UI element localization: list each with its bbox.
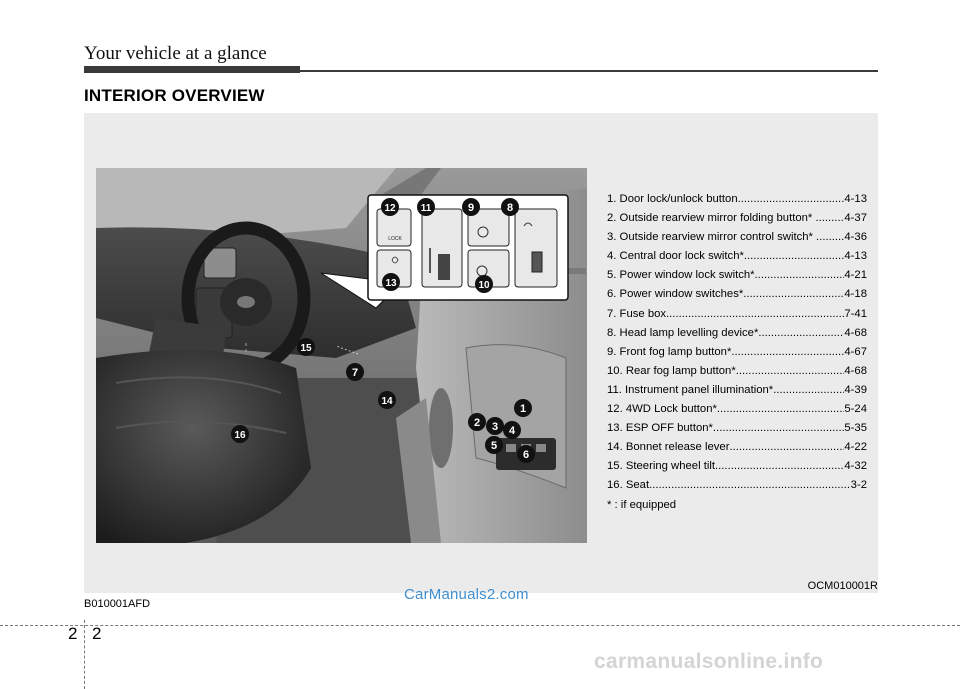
header-rule-thin xyxy=(300,70,878,72)
chapter-number: 2 xyxy=(68,624,78,643)
callout-number: 1 xyxy=(519,403,527,415)
legend-item: 14. Bonnet release lever ..... 4-22 xyxy=(607,438,867,457)
callout-badge-14 xyxy=(377,390,397,415)
callout-badge-5 xyxy=(484,435,504,460)
legend-item: 16. Seat ..... 3-2 xyxy=(607,476,867,495)
callout-number: 2 xyxy=(473,417,481,429)
callout-number: 14 xyxy=(381,396,393,407)
component-legend xyxy=(607,190,867,515)
legend-item: 11. Instrument panel illumination* ..... 4-39 xyxy=(607,381,867,400)
equipped-note: * : if equipped xyxy=(607,498,677,511)
callout-badge-4 xyxy=(502,420,522,445)
callout-badge-13 xyxy=(381,272,401,297)
legend-item: 12. 4WD Lock button* ..... 5-24 xyxy=(607,400,867,419)
page-number: 2 xyxy=(92,624,102,643)
header-rule-thick xyxy=(84,66,300,73)
legend-item: 8. Head lamp levelling device* ..... 4-68 xyxy=(607,324,867,343)
footer-divider xyxy=(84,620,85,689)
legend-item: 1. Door lock/unlock button ..... 4-13 xyxy=(607,190,867,209)
interior-illustration xyxy=(96,168,587,543)
callout-badge-16 xyxy=(230,424,250,449)
legend-item: 9. Front fog lamp button* ..... 4-67 xyxy=(607,343,867,362)
legend-item: 4. Central door lock switch* ..... 4-13 xyxy=(607,247,867,266)
callout-number: 9 xyxy=(467,202,475,214)
callout-badge-12 xyxy=(380,197,400,222)
footer-rule xyxy=(0,625,960,626)
lock-label: LOCK xyxy=(388,236,402,242)
callout-badge-2 xyxy=(467,412,487,437)
running-header-title: Your vehicle at a glance xyxy=(84,43,267,64)
callout-number: 11 xyxy=(420,203,432,214)
legend-item: 7. Fuse box ..... 7-41 xyxy=(607,305,867,324)
callout-badge-10 xyxy=(474,274,494,299)
callout-badge-15 xyxy=(296,337,316,362)
callout-number: 7 xyxy=(351,367,359,379)
callout-number: 4 xyxy=(508,425,516,437)
callout-number: 15 xyxy=(300,343,312,354)
callout-badge-8 xyxy=(500,197,520,222)
legend-item: 10. Rear fog lamp button* ..... 4-68 xyxy=(607,362,867,381)
section-title: INTERIOR OVERVIEW xyxy=(84,86,265,105)
callout-number: 6 xyxy=(522,449,530,461)
interior-drawing xyxy=(96,168,587,543)
callout-number: 8 xyxy=(506,202,514,214)
callout-badge-9 xyxy=(461,197,481,222)
callout-badge-7 xyxy=(345,362,365,387)
legend-item: 6. Power window switches* ..... 4-18 xyxy=(607,285,867,304)
callout-badge-6 xyxy=(516,444,536,469)
watermark-link[interactable]: CarManuals2.com xyxy=(404,586,529,603)
legend-item: 2. Outside rearview mirror folding button* .. ..... 4-37 xyxy=(607,209,867,228)
section-code: B010001AFD xyxy=(84,598,151,610)
callout-number: 3 xyxy=(491,421,499,433)
figure-code: OCM010001R xyxy=(807,580,878,592)
callout-badge-11 xyxy=(416,197,436,222)
callout-number: 10 xyxy=(478,280,490,291)
legend-item: 5. Power window lock switch* ..... 4-21 xyxy=(607,266,867,285)
callout-number: 5 xyxy=(490,440,498,452)
callout-number: 16 xyxy=(234,430,246,441)
callout-number: 13 xyxy=(385,278,397,289)
legend-item: 15. Steering wheel tilt ..... 4-32 xyxy=(607,457,867,476)
footer-watermark: carmanualsonline.info xyxy=(594,650,824,673)
callout-number: 12 xyxy=(384,203,396,214)
legend-item: 3. Outside rearview mirror control switch* .. ..... 4-36 xyxy=(607,228,867,247)
legend-item: 13. ESP OFF button* ..... 5-35 xyxy=(607,419,867,438)
